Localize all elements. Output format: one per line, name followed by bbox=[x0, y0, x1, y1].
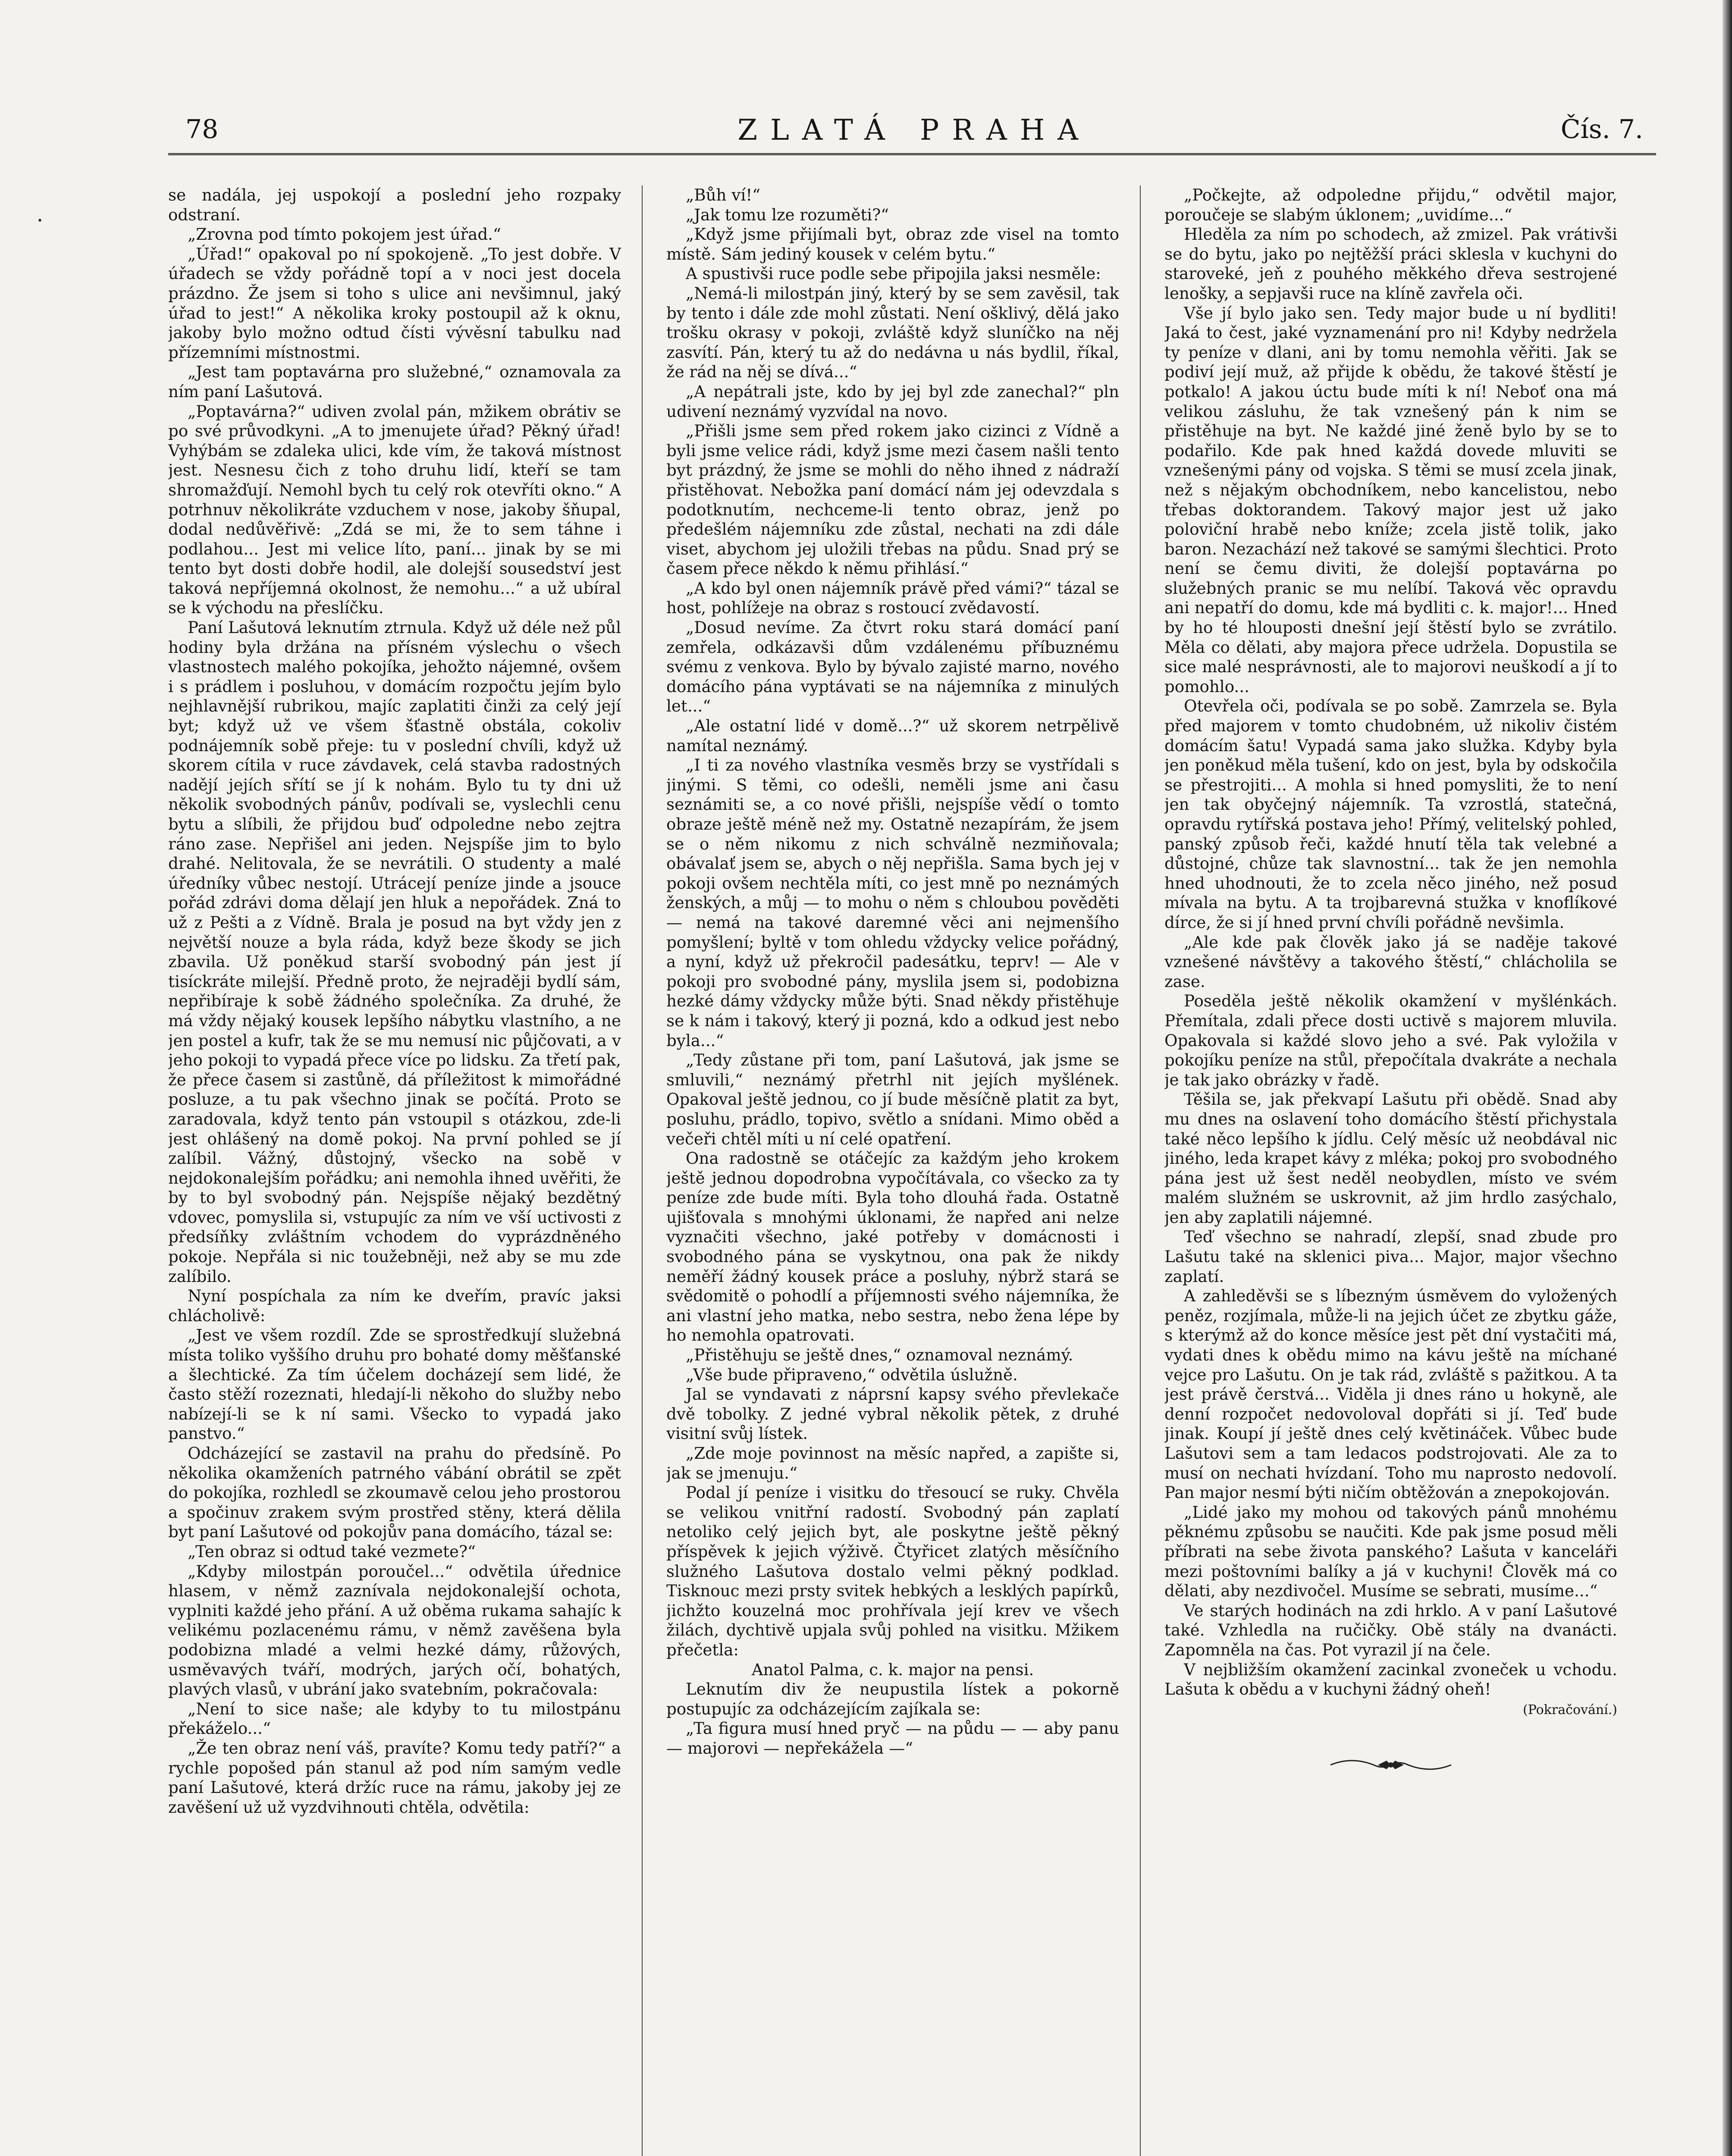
issue-number: Čís. 7. bbox=[1560, 114, 1643, 144]
paragraph: „A kdo byl onen nájemník právě před vámi?“ tázal se host, pohlížeje na obraz s rostoucí zvědavostí. bbox=[666, 578, 1119, 617]
column-divider bbox=[1140, 185, 1141, 2156]
scan-dust-mark: • bbox=[37, 216, 43, 226]
paragraph: A spustivši ruce podle sebe připojila jaksi nesměle: bbox=[686, 264, 1101, 283]
paragraph: „A nepátrali jste, kdo by jej byl zde zanechal?“ pln udivení neznámý vyzvídal na novo. bbox=[666, 382, 1119, 421]
paragraph: „Jest tam poptavárna pro služebné,“ oznamovala za ním paní Lašutová. bbox=[168, 362, 621, 401]
paragraph: Anatol Palma, c. k. major na pensi. bbox=[751, 1660, 1034, 1679]
scan-edge bbox=[1723, 0, 1732, 2156]
paragraph: „Kdyby milostpán poroučel...“ odvětila úřednice hlasem, v němž zaznívala nejdokonalejší ochota, vyplniti každé jeho přání. A už oběma rukama sahajíc k velikému pozlacenému rámu, v němž zavěšena byla podobizna mladé a velmi hezké dámy, růžových, usměvavých tváří, modrých, jarých očí, bohatých, plavých vlasů, v ubrání jako svatebním, pokračovala: bbox=[168, 1561, 621, 1699]
paragraph: „Přišli jsme sem před rokem jako cizinci z Vídně a byli jsme velice rádi, když jsme mezi časem našli tento byt prázdný, že jsme se mohli do něho ihned z nádraží přistěhovat. Nebožka paní domácí nám jej odevzdala s podotknutím, nechceme-li tento obraz, jenž po předešlém nájemníku zde zůstal, nechati na zdi dále viset, abychom jej uložili třebas na půdu. Snad prý se časem přece někdo k němu přihlásí.“ bbox=[666, 421, 1119, 578]
paragraph: „Ale kde pak člověk jako já se naděje takové vznešené návštěvy a takového štěstí,“ chlácholila se zase. bbox=[1164, 932, 1617, 991]
column-divider bbox=[642, 185, 643, 2156]
end-ornament-icon bbox=[1164, 1754, 1617, 1780]
paragraph: „Nemá-li milostpán jiný, který by se sem zavěsil, tak by tento i dále zde mohl zůstati. Není ošklivý, dělá jako trošku okrasy v pokoji, zvláště když sluníčko na něj zasvítí. Pán, který tu až do nedávna u nás bydlil, říkal, že rád na něj se dívá...“ bbox=[666, 283, 1119, 382]
paragraph: „Zrovna pod tímto pokojem jest úřad.“ bbox=[188, 225, 501, 244]
paragraph: „Počkejte, až odpoledne přijdu,“ odvětil major, poroučeje se slabým úklonem; „uvidíme...“ bbox=[1164, 185, 1617, 224]
column-3 bbox=[1164, 185, 1617, 2156]
page-number: 78 bbox=[185, 114, 219, 144]
paragraph: „Přistěhuju se ještě dnes,“ oznamoval neznámý. bbox=[686, 1345, 1073, 1365]
paragraph: „Dosud nevíme. Za čtvrt roku stará domácí paní zemřela, odkázavši dům vzdálenému příbuznému svému z venkova. Bylo by bývalo zajisté marno, nového domácího pána vyptávati se na nájemníka z minulých let...“ bbox=[666, 618, 1119, 716]
paragraph: Paní Lašutová leknutím ztrnula. Když už déle než půl hodiny byla držána na přísném výslechu o všech vlastnostech malého pokojíka, jehožto nájemné, ovšem i s prádlem i posluhou, v domácím rozpočtu jejím bylo nejhlavnější rubrikou, majíc zaplatiti činži za celý její byt; když už ve všem šťastně obstála, cokoliv podnájemník sobě přeje: tu v poslední chvíli, když už skorem cítila v ruce závdavek, celá stavba radostných nadějí jejích sřítí se jí k nohám. Bylo tu ty dni už několik svobodných pánův, podívali se, vyslechli cenu bytu a slíbili, že přijdou buď odpoledne nebo zejtra ráno zase. Nepřišel ani jeden. Nejspíše jim to bylo drahé. Nelitovala, že se nevrátili. O studenty a malé úředníky vůbec nestojí. Utrácejí peníze jinde a jsouce pořád zdrávi doma dělají jen hluk a nepořádek. Zná to už z Pešti a z Vídně. Brala je posud na byt vždy jen z největší nouze a byla ráda, když beze škody se jich zbavila. Už poněkud starší svobodný pán jest jí tisíckráte milejší. Předně proto, že nejraději bydlí sám, nepřibíraje k sobě žádného společníka. Za druhé, že má vždy nějaký kousek lepšího nábytku vlastního, a ne jen postel a kufr, tak že se mu nemusí nic půjčovati, a v jeho pokoji to vypadá přece více po lidsku. Za třetí pak, že přece časem si zastůně, dá příležitost k mimořádné posluze, a tu pak všechno jinak se počítá. Proto se zaradovala, když tento pán vstoupil s otázkou, zde-li jest ohlášený na domě pokoj. Na první pohled se jí zalíbil. Vážný, důstojný, všecko na sobě v nejdokonalejším pořádku; ani nemohla ihned uvěřiti, že by to byl svobodný pán. Nejspíše nějaký bezdětný vdovec, pomyslila si, vstupujíc za ním ve vší uctivosti z předsíňky zvláštním vchodem do vyprázdněného pokoje. Nepřála si nic toužebněji, než aby se mu zde zalíbilo. bbox=[168, 618, 621, 1286]
paragraph: „Bůh ví!“ bbox=[686, 185, 761, 204]
paragraph: „I ti za nového vlastníka vesměs brzy se vystřídali s jinými. S těmi, co odešli, neměli jsme ani času seznámiti se, a co nové přišli, nejspíše vědí o tomto obraze ještě méně než my. Ostatně nezapírám, že jsem se o něm nikomu z nich schválně nezmiňovala; obávalať jsem se, abych o něj nepřišla. Sama bych jej v pokoji ovšem nechtěla míti, co jest mně po neznámých ženských, a můj — to mohu o něm s chloubou pověděti — nemá na takové daremné věci ani nejmenšího pomyšlení; byltě v tom ohledu vždycky velice pořádný, a nyní, když už překročil padesátku, teprv! — Ale v pokoji pro svobodné pány, myslila jsem si, podobizna hezké dámy vždycky může býti. Snad někdy přistěhuje se k nám i takový, který ji pozná, kdo a odkud jest nebo byla...“ bbox=[666, 755, 1119, 1050]
paragraph: „Ten obraz si odtud také vezmete?“ bbox=[188, 1542, 476, 1561]
paragraph: „Jest ve všem rozdíl. Zde se sprostředkují služebná místa toliko vyššího druhu pro bohaté domy měšťanské a šlechtické. Za tím účelem docházejí sem lidé, že často stěží rozeznati, hledají-li někoho do služby nebo nabízejí-li se k ní sami. Všecko to vypadá jako panstvo.“ bbox=[168, 1326, 621, 1443]
paragraph: Poseděla ještě několik okamžení v myšlénkách. Přemítala, zdali přece dosti uctivě s majorem mluvila. Opakovala si každé slovo jeho a své. Pak vyložila v pokojíku peníze na stůl, přepočítala dvakráte a nechala je tak jako obrázky v řadě. bbox=[1164, 991, 1617, 1089]
paragraph: „Zde moje povinnost na měsíc napřed, a zapište si, jak se jmenuju.“ bbox=[666, 1444, 1119, 1482]
paragraph: Podal jí peníze i visitku do třesoucí se ruky. Chvěla se velikou vnitřní radostí. Svobodný pán zaplatí netoliko celý jejich byt, ale poskytne ještě pěkný příspěvek k jejich výživě. Čtyřicet zlatých měsíčního služného Lašutova dostalo velmi pěkný podklad. Tisknouc mezi prsty svitek hebkých a lesklých papírků, jichžto kouzelná moc prohřívala její krev ve všech žilách, dychtivě upjala svůj pohled na visitku. Mžikem přečetla: bbox=[666, 1483, 1119, 1659]
paragraph: „Úřad!“ opakoval po ní spokojeně. „To jest dobře. V úřadech se vždy pořádně topí a v noci jest docela prázdno. Že jsem si toho s ulice ani nevšimnul, jaký úřad to jest!“ A několika kroky postoupil až k oknu, jakoby bylo možno odtud čísti vývěsní tabulku nad přízemními místnostmi. bbox=[168, 244, 621, 362]
column-2 bbox=[666, 185, 1119, 2156]
paragraph: „Jak tomu lze rozuměti?“ bbox=[686, 205, 889, 224]
magazine-title: ZLATÁ PRAHA bbox=[737, 113, 1091, 147]
paragraph: Otevřela oči, podívala se po sobě. Zamrzela se. Byla před majorem v tomto chudobném, už nikoliv čistém domácím šatu! Vypadá sama jako služka. Kdyby byla jen poněkud měla tušení, kdo on jest, byla by odskočila se přestrojiti... A mohla si hned pomysliti, že to není jen tak obyčejný nájemník. Ta vzrostlá, statečná, opravdu rytířská postava jeho! Přímý, velitelský pohled, panský způsob řeči, každé hnutí těla tak velebné a důstojné, chůze tak slavnostní... tak že jen nemohla hned uhodnouti, že to zcela něco jiného, než posud mívala na bytu. A ta trojbarevná stužka v knoflíkové dírce, že si jí hned první chvíli pořádně nevšimla. bbox=[1164, 696, 1617, 932]
paragraph: „Když jsme přijímali byt, obraz zde visel na tomto místě. Sám jediný kousek v celém bytu.“ bbox=[666, 225, 1119, 263]
paragraph: A zahleděvši se s líbezným úsměvem do vyložených peněz, rozjímala, může-li na jejich účet ze zbytku gáže, s kterýmž až do konce měsíce jest pět dní vystačiti má, vydati dnes k obědu mimo na kávu ještě na míchané vejce pro Lašutu. On je tak rád, zvláště s pažitkou. A ta jest právě čerstvá... Viděla ji dnes ráno u hokyně, ale denní rozpočet nedovoloval dopřáti si jí. Teď bude jinak. Koupí jí ještě dnes celý květináček. Vůbec bude Lašutovi sem a tam ledacos podstrojovati. Ale za to musí on nechati hvízdaní. Toho mu naprosto nedovolí. Pan major nesmí býti ničím obtěžován a znepokojován. bbox=[1164, 1286, 1617, 1502]
paragraph: Hleděla za ním po schodech, až zmizel. Pak vrátivši se do bytu, jako po nejtěžší práci sklesla v kuchyni do staroveké, jeň z pouhého měkkého dřeva sestrojené lenošky, a sepjavši ruce na klíně zavřela oči. bbox=[1164, 225, 1617, 303]
paragraph: „Není to sice naše; ale kdyby to tu milostpánu překáželo...“ bbox=[168, 1699, 621, 1738]
paragraph: „Ale ostatní lidé v domě...?“ už skorem netrpělivě namítal neznámý. bbox=[666, 716, 1119, 755]
paragraph: Ona radostně se otáčejíc za každým jeho krokem ještě jednou dopodrobna vypočítávala, co všecko za ty peníze zde bude míti. Byla toho dlouhá řada. Ostatně ujišťovala s mnohými úklonami, že napřed ani nelze vyznačiti všechno, jaké potřeby v domácnosti i svobodného pána se vyskytnou, ona pak že nikdy neměří žádný kousek práce a posluhy, nýbrž stará se svědomitě o pohodlí a příjemnosti svého nájemníka, že ani vlastní jeho matka, nebo sestra, nebo žena lépe by ho nemohla opatrovati. bbox=[666, 1149, 1119, 1345]
paragraph: Těšila se, jak překvapí Lašutu při obědě. Snad aby mu dnes na oslavení toho domácího štěstí přichystala také něco lepšího k jídlu. Celý měsíc už neobdával nic jiného, leda krapet kávy z mléka; pokoj pro svobodného pána jest už šest neděl neobydlen, místo ve svém malém služném se uskrovnit, až jim hrdlo zasýchalo, jen aby zaplatili nájemné. bbox=[1164, 1090, 1617, 1227]
paragraph: „Poptavárna?“ udiven zvolal pán, mžikem obrátiv se po své průvodkyni. „A to jmenujete úřad? Pěkný úřad! Vyhýbám se zdaleka ulici, kde vím, že taková místnost jest. Nesnesu čich z toho druhu lidí, kteří se tam shromažďují. Nemohl bych tu celý rok otevříti okno.“ A potrhnuv několikráte vzduchem v nose, jakoby šňupal, dodal nedůvěřivě: „Zdá se mi, že to sem táhne i podlahou... Jest mi velice líto, paní... jinak by se mi tento byt dosti dobře hodil, ale dolejší sousedství jest taková nepříjemná okolnost, že nemohu...“ a už ubíral se k východu na přeslíčku. bbox=[168, 401, 621, 617]
paragraph: V nejbližším okamžení zacinkal zvoneček u vchodu. Lašuta k obědu a v kuchyni žádný oheň! bbox=[1164, 1660, 1617, 1699]
paragraph: Ve starých hodinách na zdi hrklo. A v paní Lašutové také. Vzhledla na ručičky. Obě stály na dvanácti. Zapomněla na čas. Pot vyrazil jí na čele. bbox=[1164, 1601, 1617, 1659]
paragraph: se nadála, jej uspokojí a poslední jeho rozpaky odstraní. bbox=[168, 185, 621, 224]
paragraph: „Lidé jako my mohou od takových pánů mnohému pěknému způsobu se naučiti. Kde pak jsme posud měli příbrati na sebe života panského? Lašuta v kanceláři mezi poštovními balíky a já v kuchyni! Člověk má co dělati, aby nezdivočel. Musíme se sebrati, musíme...“ bbox=[1164, 1502, 1617, 1601]
paragraph: „Vše bude připraveno,“ odvětila úslužně. bbox=[686, 1365, 1018, 1384]
paragraph: Odcházející se zastavil na prahu do předsíně. Po několika okamženích patrného vábání obrátil se zpět do pokojíka, rozhledl se zkoumavě celou jeho prostorou a spočinuv zrakem svým prostřed stěny, která dělila byt paní Lašutové od pokojův pana domácího, tázal se: bbox=[168, 1444, 621, 1542]
header-rule bbox=[168, 153, 1656, 159]
paragraph: „Tedy zůstane při tom, paní Lašutová, jak jsme se smluvili,“ neznámý přetrhl nit jejích myšlének. Opakoval ještě jednou, co jí bude měsíčně platit za byt, posluhu, prádlo, topivo, světlo a snídani. Mimo oběd a večeři chtěl míti u ní celé opatření. bbox=[666, 1050, 1119, 1148]
paragraph: „Že ten obraz není váš, pravíte? Komu tedy patří?“ a rychle popošed pán stanul až pod ním samým vedle paní Lašutové, která držíc ruce na rámu, jakoby jej ze zavěšení už už vyzdvihnouti chtěla, odvětila: bbox=[168, 1738, 621, 1817]
page-header bbox=[185, 110, 1643, 157]
column-1 bbox=[168, 185, 621, 2156]
continued-note: (Pokračování.) bbox=[1523, 1702, 1617, 1717]
paragraph: Vše jí bylo jako sen. Tedy major bude u ní bydliti! Jaká to čest, jaké vyznamenání pro ni! Kdyby nedržela ty peníze v dlani, ani by tomu nemohla věřiti. Jak se podiví její muž, až přijde k obědu, že takové štěstí je potkalo! A jakou úctu bude míti k ní! Neboť ona má velikou zásluhu, že tak vznešený pán k nim se přistěhuje na byt. Ne každé jiné ženě bylo by se to podařilo. Kde pak hned každá dovede mluviti se vznešenými pány od vojska. S těmi se musí zcela jinak, než s nějakým obchodníkem, nebo kancelistou, nebo třebas doktorandem. Takový major jest už jako poloviční hrabě nebo kníže; zcela jistě tolik, jako baron. Nezachází než takové se samými šlechtici. Proto není se čemu diviti, že dolejší poptavárna po služebných pranic se mu nelíbí. Taková věc opravdu ani nepatří do domu, kde má bydliti c. k. major!... Hned by ho té hlouposti dnešní její štěstí bylo se zvrátilo. Měla co dělati, aby majora přece udržela. Dopustila se sice malé nesprávnosti, ale to majorovi neuškodí a jí to pomohlo... bbox=[1164, 303, 1617, 696]
paragraph: Teď všechno se nahradí, zlepší, snad zbude pro Lašutu také na sklenici piva... Major, major všechno zaplatí. bbox=[1164, 1227, 1617, 1286]
paragraph: „Ta figura musí hned pryč — na půdu — — aby panu — majorovi — nepřekážela —“ bbox=[666, 1719, 1119, 1758]
paragraph: Leknutím div že neupustila lístek a pokorně postupujíc za odcházejícím zajíkala se: bbox=[666, 1680, 1119, 1718]
paragraph: Jal se vyndavati z náprsní kapsy svého převlekače dvě tobolky. Z jedné vybral několik pětek, z druhé visitní svůj lístek. bbox=[666, 1385, 1119, 1443]
paragraph: Nyní pospíchala za ním ke dveřím, pravíc jaksi chlácholivě: bbox=[168, 1286, 621, 1325]
